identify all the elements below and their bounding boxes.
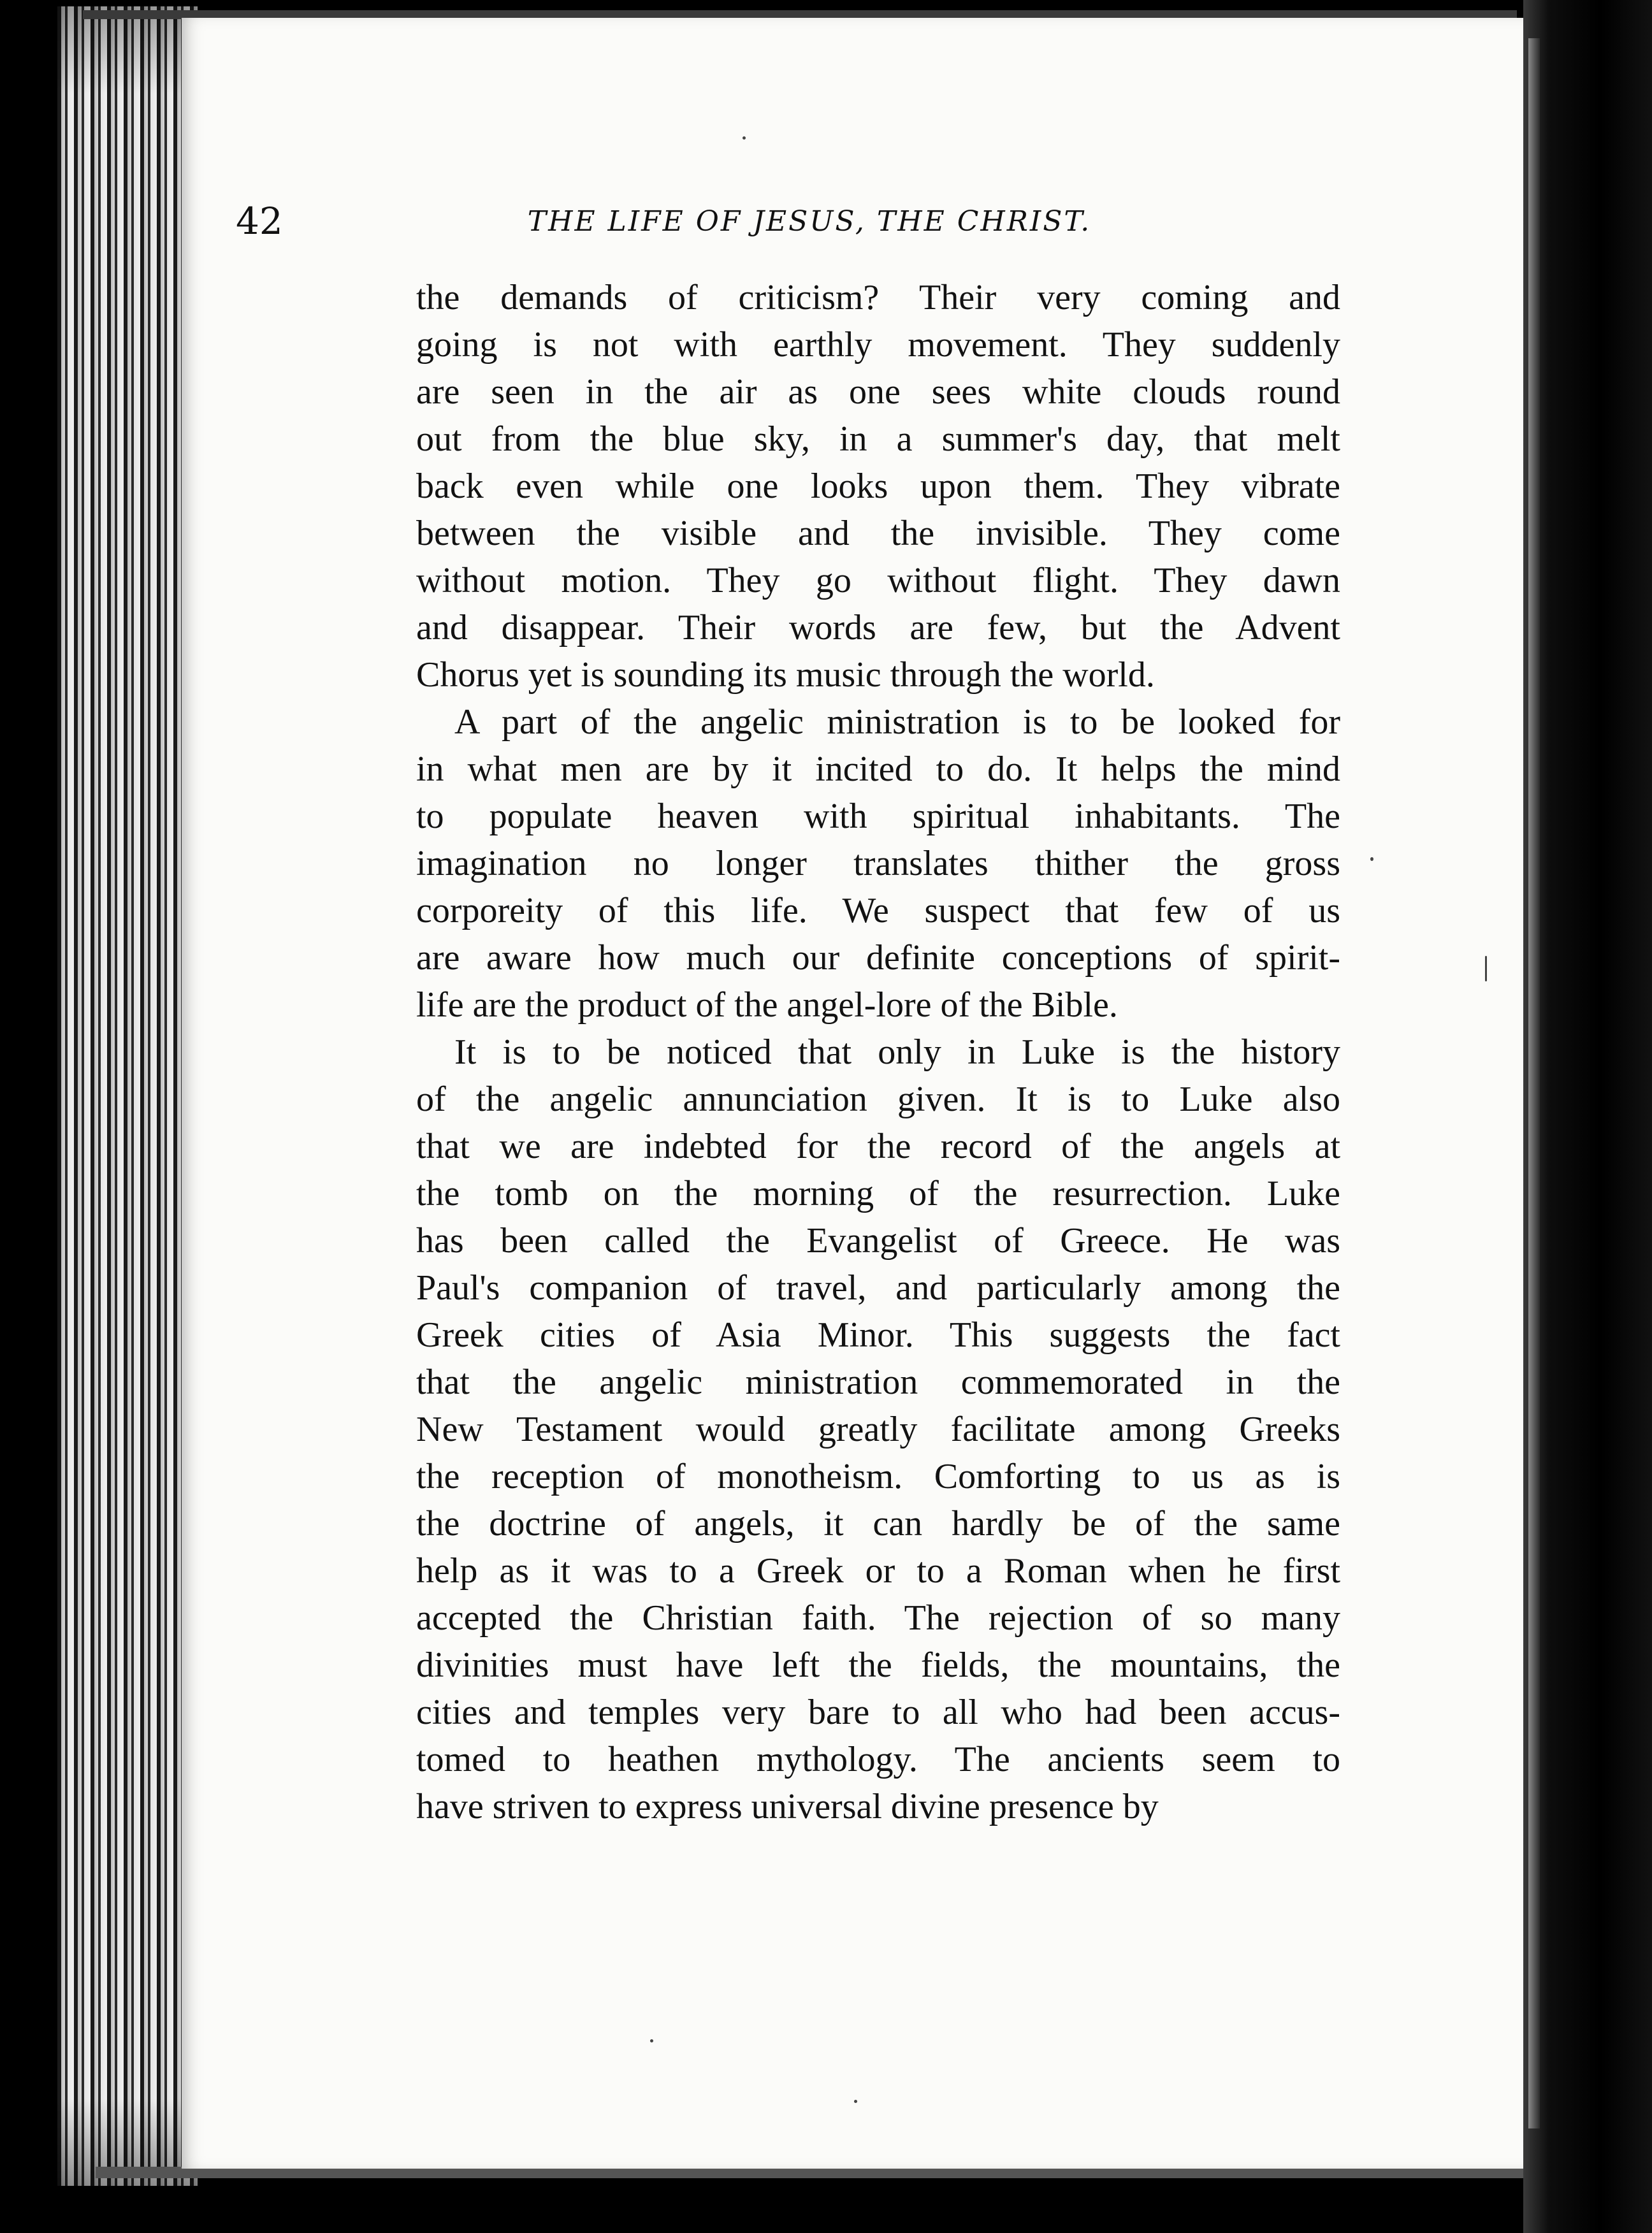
text-line: New Testament would greatly facilitate among Greeks	[416, 1410, 1340, 1449]
text-line: imagination no longer translates thither the gross	[416, 844, 1340, 883]
text-line: are aware how much our definite conceptions of spirit-	[416, 938, 1340, 978]
text-line: between the visible and the invisible. They come	[416, 514, 1340, 553]
text-line: going is not with earthly movement. They suddenly	[416, 325, 1340, 365]
text-line: accepted the Christian faith. The rejection of so many	[416, 1598, 1340, 1638]
text-line: the reception of monotheism. Comforting to us as is	[416, 1457, 1340, 1496]
scan-speck	[1485, 956, 1487, 981]
text-line: to populate heaven with spiritual inhabitants. The	[416, 797, 1340, 836]
scan-speck	[650, 2039, 653, 2042]
text-line: Paul's companion of travel, and particularly among the	[416, 1268, 1340, 1308]
text-line: corporeity of this life. We suspect that few of us	[416, 891, 1340, 930]
paragraph	[416, 1029, 1340, 1830]
text-line: help as it was to a Greek or to a Roman when he first	[416, 1551, 1340, 1591]
text-line: Chorus yet is sounding its music through the world.	[416, 655, 1155, 695]
page-number: 42	[236, 199, 283, 243]
text-line: and disappear. Their words are few, but the Advent	[416, 608, 1340, 647]
text-line: tomed to heathen mythology. The ancients seem to	[416, 1740, 1340, 1779]
right-binding-shadow	[1523, 0, 1652, 2233]
text-line: that we are indebted for the record of the angels at	[416, 1127, 1340, 1166]
text-line: Greek cities of Asia Minor. This suggests the fact	[416, 1315, 1340, 1355]
text-line: of the angelic annunciation given. It is to Luke also	[416, 1080, 1340, 1119]
text-line: the demands of criticism? Their very coming and	[416, 278, 1340, 317]
body-text	[416, 274, 1340, 1830]
text-line: life are the product of the angel-lore of the Bible.	[416, 985, 1118, 1025]
text-line: back even while one looks upon them. They vibrate	[416, 466, 1340, 506]
text-line: the doctrine of angels, it can hardly be of the same	[416, 1504, 1340, 1543]
text-line: out from the blue sky, in a summer's day, that melt	[416, 419, 1340, 459]
page-edge-stack	[57, 6, 198, 2186]
scan-speck	[854, 2100, 857, 2103]
text-line: A part of the angelic ministration is to be looked for	[454, 702, 1340, 742]
text-line: that the angelic ministration commemorated in the	[416, 1362, 1340, 1402]
text-line: without motion. They go without flight. They dawn	[416, 561, 1340, 600]
text-line: are seen in the air as one sees white clouds round	[416, 372, 1340, 412]
right-page-edge	[1528, 38, 1540, 2128]
text-line: in what men are by it incited to do. It helps the mind	[416, 749, 1340, 789]
text-line: cities and temples very bare to all who had been accus-	[416, 1693, 1340, 1732]
text-line: the tomb on the morning of the resurrection. Luke	[416, 1174, 1340, 1213]
text-line: divinities must have left the fields, the mountains, the	[416, 1645, 1340, 1685]
text-line: has been called the Evangelist of Greece. He was	[416, 1221, 1340, 1261]
page-header	[236, 199, 1345, 250]
running-head: THE LIFE OF JESUS, THE CHRIST.	[527, 205, 1092, 238]
text-line: It is to be noticed that only in Luke is the history	[454, 1032, 1340, 1072]
paragraph	[416, 698, 1340, 1029]
paragraph	[416, 274, 1340, 698]
scan-speck	[743, 136, 746, 140]
scan-speck	[1370, 857, 1373, 861]
text-line: have striven to express universal divine presence by	[416, 1787, 1159, 1826]
